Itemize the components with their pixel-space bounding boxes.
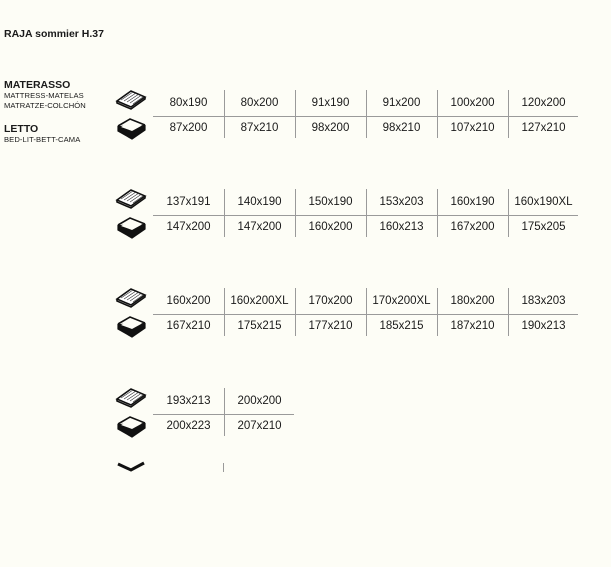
bed-legend-title: LETTO [4, 123, 39, 135]
bed-size: 167x210 [166, 320, 211, 332]
mattress-size: 170x200 [308, 295, 353, 307]
mattress-size: 91x200 [382, 97, 421, 109]
size-group-partial [113, 459, 583, 479]
bed-frame-icon [115, 215, 147, 241]
mattress-legend-sub2: MATRATZE-COLCHÓN [4, 101, 86, 110]
mattress-size: 180x200 [450, 295, 495, 307]
size-grid [153, 88, 578, 148]
mattress-legend-title: MATERASSO [4, 79, 71, 91]
bed-size: 127x210 [521, 122, 566, 134]
mattress-size: 170x200XL [372, 295, 431, 307]
bed-size: 207x210 [237, 420, 282, 432]
bed-size: 147x200 [237, 221, 282, 233]
bed-size: 200x223 [166, 420, 211, 432]
mattress-size: 120x200 [521, 97, 566, 109]
bed-size: 175x205 [521, 221, 566, 233]
size-grid [153, 286, 578, 346]
mattress-icon [115, 187, 147, 209]
bed-size: 160x213 [379, 221, 424, 233]
size-group [113, 88, 583, 148]
mattress-size: 153x203 [379, 196, 424, 208]
bed-size: 167x200 [450, 221, 495, 233]
bed-size: 160x200 [308, 221, 353, 233]
mattress-size: 200x200 [237, 395, 282, 407]
bed-size: 187x210 [450, 320, 495, 332]
mattress-size: 160x200XL [230, 295, 289, 307]
bed-frame-icon [115, 414, 147, 440]
bed-size: 87x210 [240, 122, 279, 134]
size-grid [153, 187, 578, 247]
page-title: RAJA sommier H.37 [4, 28, 104, 40]
mattress-size: 140x190 [237, 196, 282, 208]
bed-size: 185x215 [379, 320, 424, 332]
bed-size: 190x213 [521, 320, 566, 332]
mattress-size: 160x190XL [514, 196, 573, 208]
mattress-icon [115, 386, 147, 408]
mattress-legend-sub1: MATTRESS-MATELAS [4, 91, 84, 100]
mattress-size: 91x190 [311, 97, 350, 109]
bed-frame-icon [115, 314, 147, 340]
mattress-legend [4, 79, 86, 111]
mattress-size: 80x190 [169, 97, 208, 109]
size-grid [153, 386, 578, 446]
mattress-size: 160x190 [450, 196, 495, 208]
bed-size: 98x210 [382, 122, 421, 134]
bed-size: 87x200 [169, 122, 208, 134]
mattress-icon [115, 88, 147, 110]
mattress-size: 183x203 [521, 295, 566, 307]
bed-size: 175x215 [237, 320, 282, 332]
mattress-size: 137x191 [166, 196, 211, 208]
bed-frame-icon [115, 116, 147, 142]
mattress-size: 160x200 [166, 295, 211, 307]
mattress-size: 80x200 [240, 97, 279, 109]
size-group [113, 386, 583, 446]
bed-legend [4, 123, 80, 145]
mattress-size: 100x200 [450, 97, 495, 109]
bed-size: 147x200 [166, 221, 211, 233]
size-group [113, 286, 583, 346]
bed-size: 98x200 [311, 122, 350, 134]
bed-frame-icon [115, 459, 147, 473]
mattress-icon [115, 286, 147, 308]
mattress-size: 193x213 [166, 395, 211, 407]
size-group [113, 187, 583, 247]
bed-size: 107x210 [450, 122, 495, 134]
mattress-size: 150x190 [308, 196, 353, 208]
bed-size: 177x210 [308, 320, 353, 332]
column-divider [223, 463, 224, 472]
bed-legend-sub: BED-LIT-BETT-CAMA [4, 135, 81, 144]
